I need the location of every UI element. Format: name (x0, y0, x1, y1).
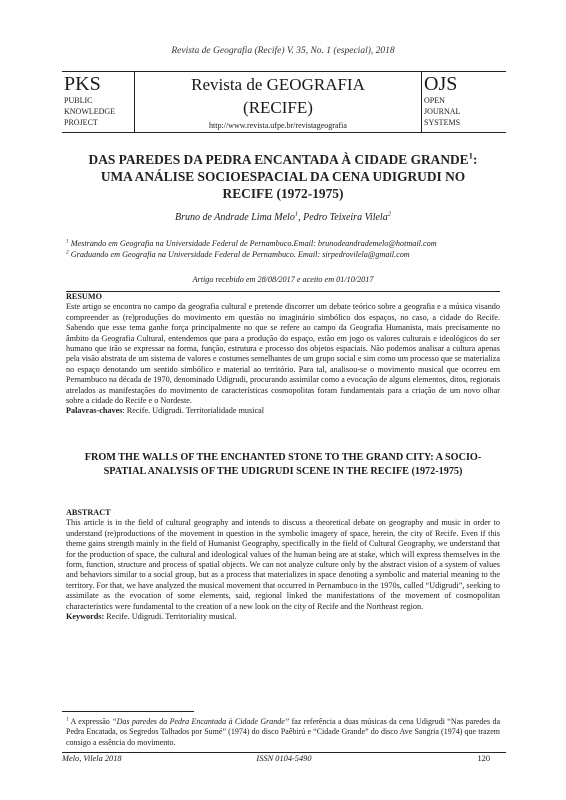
keywords-text: : Recife. Udigrudi. Territorialidade musical (122, 406, 265, 416)
ojs-line: SYSTEMS (424, 118, 461, 127)
author-name: Bruno de Andrade Lima Melo (175, 212, 295, 223)
pkp-line: PROJECT (64, 118, 98, 127)
page-number: 120 (477, 754, 490, 763)
pkp-line: PUBLIC (64, 96, 93, 105)
ojs-abbr: OJS (424, 73, 458, 95)
ojs-line: JOURNAL (424, 107, 461, 116)
running-head: Revista de Geografia (Recife) V. 35, No. 1 (especial), 2018 (171, 46, 395, 56)
author-affil-marker: 2 (387, 210, 391, 218)
pkp-line: KNOWLEDGE (64, 107, 116, 116)
submission-dates: Artigo recebido em 28/08/2017 e aceito em 01/10/2017 (192, 275, 374, 284)
keywords-label: Keywords: (66, 612, 105, 622)
ojs-logo-block (421, 72, 506, 132)
title-footnote-marker[interactable]: 1 (468, 150, 473, 161)
pkp-abbr: PKS (64, 73, 101, 95)
affil-text: Graduando em Geografia na Universidade Federal de Pernambuco. Email: sirpedrovilela@gmail.com (68, 250, 410, 259)
journal-title: Revista de GEOGRAFIA (191, 75, 365, 94)
footer-issn: ISSN 0104-5490 (256, 754, 312, 763)
footnote-post: faz referência a duas músicas da cena Udigrudi “Nas paredes da Pedra Encatada, os Segredos Talhados por Sumé” (1974) do disco Paêbirú e “Cidade Grande” do disco Ave Sangria (1974) que trazem consigo a essência do movimento. (66, 717, 500, 747)
author-affil-marker: 1 (294, 210, 299, 218)
footnote (66, 717, 500, 748)
abstract-keywords (66, 612, 500, 622)
affil-text: Mestrando em Geografia na Universidade Federal de Pernambuco.Email: brunodeandrademelo@hotmail.com (68, 239, 437, 248)
abstract-body: This article is in the field of cultural geography and intends to discuss a theoretical debate on geography and music in order to understand (re)productions of the movement in question in the symbolic imagery of space, herein, the city of Recife. Even if this theme gains strength mainly in the field of Humanist Geography, specifically in the field of Cultural Geography, we understand that for the production of space, the cultural and ideological values of the human being are at stake, which will express themselves in the form, function, structure and process of spatial objects. We can not analyze culture only by the abstract vision of a system of values and behaviors similar to a social group, but as a process that materializes in space denoting a symbolic and material meaning to the territory. For that, we have analyzed the musical movement that occurred in Pernambuco in the 1970s, called “Udigrudi”, seeking to assimilate as the evocation of some elements, said, regional linked the manifestations of the movement of cosmopolitan characteristics were fundamental to the creation of a new look on the city of Recife and the Northeast region. (66, 518, 500, 611)
affil-marker: 2 (66, 249, 69, 256)
keywords-label: Palavras-chaves (66, 406, 123, 416)
affiliation (66, 249, 516, 260)
footnote-rule (62, 711, 194, 712)
journal-title-block (134, 72, 422, 132)
resumo-heading: RESUMO (66, 292, 102, 301)
page-footer (62, 752, 506, 766)
title-pt-part2: : UMA ANÁLISE SOCIOESPACIAL DA CENA UDIGRUDI NO RECIFE (1972-1975) (100, 152, 478, 201)
journal-masthead (62, 71, 506, 133)
affiliation (66, 238, 516, 249)
footnote-pre: A expressão (68, 717, 113, 726)
abstract-heading: ABSTRACT (66, 508, 111, 517)
ojs-line: OPEN (424, 96, 445, 105)
journal-title-city: (RECIFE) (243, 98, 313, 117)
abstract-section (66, 508, 500, 622)
title-pt-part1: DAS PAREDES DA PEDRA ENCANTADA À CIDADE GRANDE (88, 152, 469, 167)
article-title-en: FROM THE WALLS OF THE ENCHANTED STONE TO THE GRAND CITY: A SOCIO-SPATIAL ANALYSIS OF THE UDIGRUDI SCENE IN THE RECIFE (1972-1975) (84, 452, 482, 477)
keywords-text: Recife. Udigrudi. Territoriality musical. (104, 612, 237, 622)
affil-marker: 1 (66, 238, 69, 245)
author-name: Pedro Teixeira Vilela (303, 212, 388, 223)
resumo-body: Este artigo se encontra no campo da geografia cultural e pretende discorrer um debate teórico sobre a geografia e a música visando compreender as (re)produções do movimento em questão no imaginário simbólico dos espaços, no caso, a cidade do Recife. Sabendo que esse tema ganhe força principalmente no que se refere ao campo da Geografia Humanista, mais precisamente no âmbito da Geografia Cultural, entendemos que para a produção do espaço, estão em jogo os valores culturais e ideológicos do ser humano que irão se expressar na forma, função, estrutura e processo dos objetos espaciais. Não podemos analisar a cultura apenas pela visão abstrata de um sistema de valores e costumes semelhantes de um grupo social e sim como um processo que se materializa no espaço denotando um sentido simbólico e material ao território. Para tal, analisou-se o movimento musical que ocorreu em Pernambuco na década de 1970, denominado Udigrudi, procurando assimilar como a evocação de alguns elementos, ditos, regionais atrelados as manifestações do movimento de características cosmopolitas foram fundamentais para a criação de um novo olhar sobre a cidade do Recife e o Nordeste. (66, 302, 500, 406)
resumo-section (66, 292, 500, 417)
author-separator: , (298, 212, 304, 223)
footnote-marker: 1 (66, 716, 69, 723)
article-title-pt (80, 151, 486, 202)
footnote-quote: “Das paredes da Pedra Encantada à Cidade Grande” (112, 717, 290, 726)
author-line (0, 212, 566, 223)
journal-url[interactable]: http://www.revista.ufpe.br/revistageografia (209, 121, 347, 130)
footer-authors: Melo, Vilela 2018 (62, 754, 122, 763)
resumo-keywords (66, 406, 500, 416)
pkp-logo-block (62, 72, 135, 132)
